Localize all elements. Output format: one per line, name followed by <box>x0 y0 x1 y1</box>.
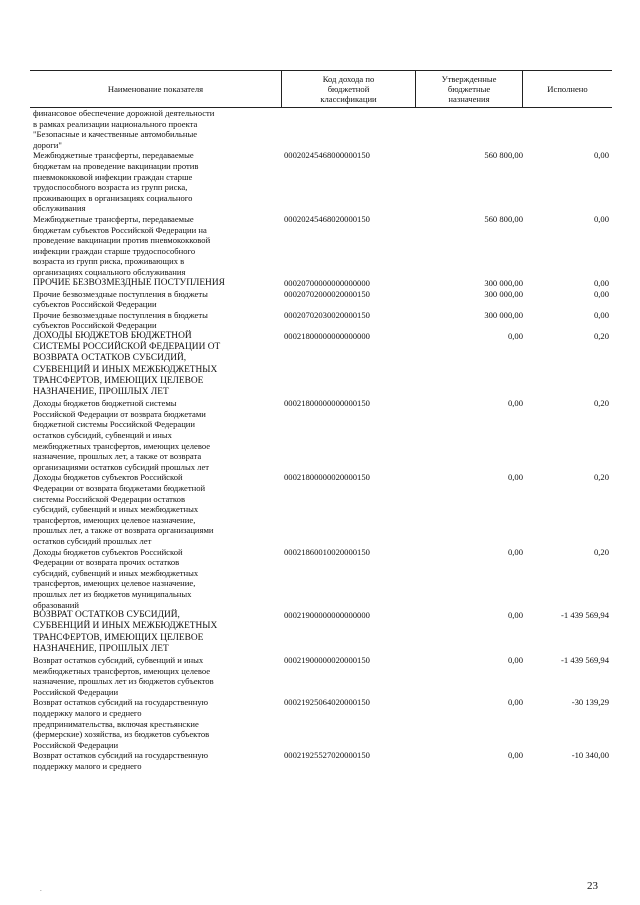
cell-name: ПРОЧИЕ БЕЗВОЗМЕЗДНЫЕ ПОСТУПЛЕНИЯ <box>33 277 225 288</box>
table-row <box>33 214 609 278</box>
cell-exec: -10 340,00 <box>571 750 609 761</box>
header-exec: Исполнено <box>547 84 588 94</box>
cell-plan: 0,00 <box>507 331 523 342</box>
table-row <box>33 750 609 771</box>
page-number: 23 <box>587 880 598 892</box>
cell-plan: 0,00 <box>507 472 523 483</box>
cell-code: 00020245468020000150 <box>284 213 370 224</box>
cell-exec: 0,20 <box>593 331 609 342</box>
cell-code: 00020700000000000000 <box>284 277 370 288</box>
table-row <box>33 289 609 310</box>
cell-plan: 0,00 <box>507 546 523 557</box>
cell-name: Доходы бюджетов бюджетной системы Российской Федерации от возврата бюджетами бюджетной системы Российской Федерации остатков субсидий, субвенций и иных межбюджетных трансфертов, имеющих целевое назначение, прошлых лет, а также от возврата организациями остатков субсидий прошлых лет <box>33 398 211 472</box>
table-row <box>33 310 609 331</box>
header-code: Код дохода по бюджетной классификации <box>282 71 416 107</box>
table-row <box>33 150 609 214</box>
table-header <box>30 70 612 108</box>
cell-exec: 0,20 <box>593 472 609 483</box>
table-row <box>33 278 609 289</box>
cell-exec: -30 139,29 <box>571 697 609 708</box>
cell-exec: -1 439 569,94 <box>561 610 609 621</box>
cell-code: 00021860010020000150 <box>284 546 370 557</box>
cell-code: 00020702030020000150 <box>284 309 370 320</box>
cell-name: Доходы бюджетов субъектов Российской Федерации от возврата прочих остатков субсидий, субвенций и иных межбюджетных трансфертов, имеющих целевое назначение, прошлых лет из бюджетов муниципальных образований <box>33 546 199 610</box>
cell-exec: 0,00 <box>593 309 609 320</box>
cell-name: Межбюджетные трансферты, передаваемые бюджетам на проведение вакцинации против пневмококковой инфекции граждан старше трудоспособного возраста из групп риска, проживающих в организациях социального обслуживания <box>33 150 199 214</box>
cell-code: 00020702000020000150 <box>284 288 370 299</box>
table-body <box>33 108 609 772</box>
cell-name: ДОХОДЫ БЮДЖЕТОВ БЮДЖЕТНОЙ СИСТЕМЫ РОССИЙСКОЙ ФЕДЕРАЦИИ ОТ ВОЗВРАТА ОСТАТКОВ СУБСИДИЙ, СУБВЕНЦИЙ И ИНЫХ МЕЖБЮДЖЕТНЫХ ТРАНСФЕРТОВ, ИМЕЮЩИХ ЦЕЛЕВОЕ НАЗНАЧЕНИЕ, ПРОШЛЫХ ЛЕТ <box>33 331 221 398</box>
cell-name: Возврат остатков субсидий на государственную поддержку малого и среднего предпринимательства, включая крестьянские (фермерские) хозяйства, из бюджетов субъектов Российской Федерации <box>33 697 210 750</box>
cell-plan: 560 800,00 <box>484 213 523 224</box>
cell-code: 00020245468000000150 <box>284 150 370 161</box>
cell-code: 00021800000000000150 <box>284 398 370 409</box>
cell-name: ВОЗВРАТ ОСТАТКОВ СУБСИДИЙ, СУБВЕНЦИЙ И ИНЫХ МЕЖБЮДЖЕТНЫХ ТРАНСФЕРТОВ, ИМЕЮЩИХ ЦЕЛЕВОЕ НАЗНАЧЕНИЕ, ПРОШЛЫХ ЛЕТ <box>33 610 218 654</box>
table-row <box>33 610 609 655</box>
table-row <box>33 547 609 611</box>
cell-code: 00021900000020000150 <box>284 654 370 665</box>
footer-mark: . <box>40 885 42 893</box>
cell-exec: 0,20 <box>593 546 609 557</box>
cell-plan: 0,00 <box>507 750 523 761</box>
cell-name: Возврат остатков субсидий, субвенций и иных межбюджетных трансфертов, имеющих целевое назначение, прошлых лет из бюджетов субъектов Российской Федерации <box>33 654 214 697</box>
cell-plan: 300 000,00 <box>484 309 523 320</box>
cell-name: Доходы бюджетов субъектов Российской Федерации от возврата бюджетами бюджетной системы Российской Федерации остатков субсидий, субвенций и иных межбюджетных трансфертов, имеющих целевое назначение, прошлых лет, а также от возврата организациями остатков субсидий прошлых лет <box>33 472 214 547</box>
cell-exec: 0,00 <box>593 288 609 299</box>
cell-exec: 0,00 <box>593 277 609 288</box>
cell-name: Возврат остатков субсидий на государственную поддержку малого и среднего <box>33 750 209 771</box>
cell-code: 00021800000000000000 <box>284 331 370 342</box>
cell-code: 00021925064020000150 <box>284 697 370 708</box>
cell-exec: 0,20 <box>593 398 609 409</box>
cell-name: Прочие безвозмездные поступления в бюджеты субъектов Российской Федерации <box>33 288 208 310</box>
table-row <box>33 697 609 750</box>
table-row <box>33 331 609 398</box>
cell-code: 00021925527020000150 <box>284 750 370 761</box>
cell-plan: 300 000,00 <box>484 288 523 299</box>
cell-name: Межбюджетные трансферты, передаваемые бюджетам субъектов Российской Федерации на проведение вакцинации против пневмококковой инфекции граждан старше трудоспособного возраста из групп риска, проживающих в организациях социального обслуживания <box>33 213 211 277</box>
cell-code: 00021900000000000000 <box>284 610 370 621</box>
table-row <box>33 108 609 150</box>
cell-plan: 0,00 <box>507 654 523 665</box>
cell-plan: 0,00 <box>507 697 523 708</box>
cell-exec: -1 439 569,94 <box>561 654 609 665</box>
cell-plan: 0,00 <box>507 610 523 621</box>
cell-exec: 0,00 <box>593 150 609 161</box>
cell-plan: 300 000,00 <box>484 277 523 288</box>
cell-code: 00021800000020000150 <box>284 472 370 483</box>
cell-name: финансовое обеспечение дорожной деятельности в рамках реализации национального проекта "Безопасные и качественные автомобильные дороги" <box>33 108 215 150</box>
cell-plan: 560 800,00 <box>484 150 523 161</box>
cell-exec: 0,00 <box>593 213 609 224</box>
cell-name: Прочие безвозмездные поступления в бюджеты субъектов Российской Федерации <box>33 309 208 331</box>
header-name: Наименование показателя <box>30 71 282 107</box>
table-row <box>33 472 609 546</box>
cell-plan: 0,00 <box>507 398 523 409</box>
table-row <box>33 398 609 472</box>
table-row <box>33 655 609 697</box>
header-plan: Утвержденные бюджетные назначения <box>416 71 523 107</box>
